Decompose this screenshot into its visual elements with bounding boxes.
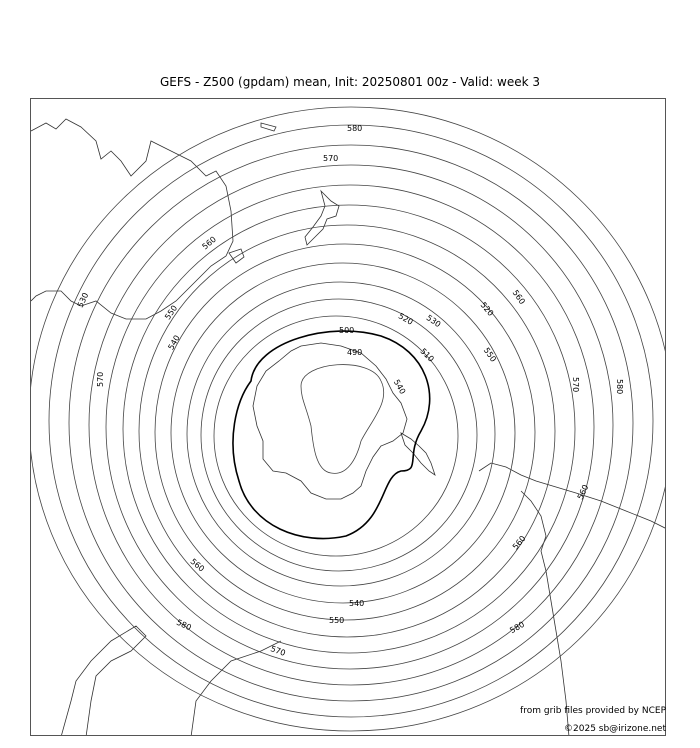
contour-585 — [31, 107, 666, 731]
coast-antarctic-peninsula — [401, 433, 435, 475]
contour-490 — [301, 365, 384, 474]
coast-island — [261, 123, 276, 131]
contour-label: 510 — [418, 346, 436, 364]
contour-575 — [69, 145, 633, 701]
contour-label: 580 — [175, 617, 193, 633]
contour-label: 490 — [347, 348, 363, 357]
contour-label: 570 — [269, 644, 287, 658]
contour-550 — [155, 244, 535, 620]
contour-label: 550 — [481, 346, 498, 364]
contour-label: 570 — [323, 154, 339, 163]
coast-australia — [31, 119, 233, 319]
contour-label: 580 — [615, 379, 624, 395]
contour-label: 550 — [163, 303, 180, 322]
contour-label: 520 — [478, 300, 496, 318]
coastlines — [31, 119, 666, 736]
contour-label: 580 — [508, 619, 527, 636]
contour-label: 570 — [571, 377, 580, 393]
contour-label: 530 — [424, 313, 443, 330]
contour-label: 560 — [510, 533, 528, 552]
data-source-credit: from grib files provided by NCEP — [520, 706, 666, 716]
contour-label: 550 — [329, 616, 345, 625]
contour-label: 540 — [166, 333, 182, 352]
coast-antarctica — [253, 343, 407, 499]
map-title: GEFS - Z500 (gpdam) mean, Init: 20250801 00z - Valid: week 3 — [159, 75, 541, 89]
contour-label: 560 — [200, 234, 218, 252]
contour-label: 570 — [96, 371, 105, 387]
contour-label: 580 — [347, 124, 363, 133]
contour-labels — [76, 124, 624, 658]
contour-map — [31, 99, 666, 736]
contour-label: 500 — [339, 326, 355, 335]
contour-label: 540 — [391, 378, 408, 396]
contour-label: 560 — [188, 556, 207, 574]
contour-540 — [171, 263, 515, 603]
contour-label: 540 — [349, 599, 365, 608]
contour-label: 560 — [510, 288, 527, 307]
contours — [31, 107, 666, 731]
coast-south-america — [479, 463, 666, 736]
copyright-credit: ©2025 sb@irizone.net — [564, 724, 666, 734]
contour-label: 560 — [575, 483, 591, 501]
contour-label: 520 — [396, 311, 415, 327]
map-frame — [30, 98, 666, 736]
coast-new-zealand — [305, 191, 339, 245]
contour-label: 530 — [75, 291, 91, 309]
coast-africa — [61, 626, 281, 736]
contour-520 — [201, 299, 477, 571]
contour-565 — [106, 185, 594, 669]
